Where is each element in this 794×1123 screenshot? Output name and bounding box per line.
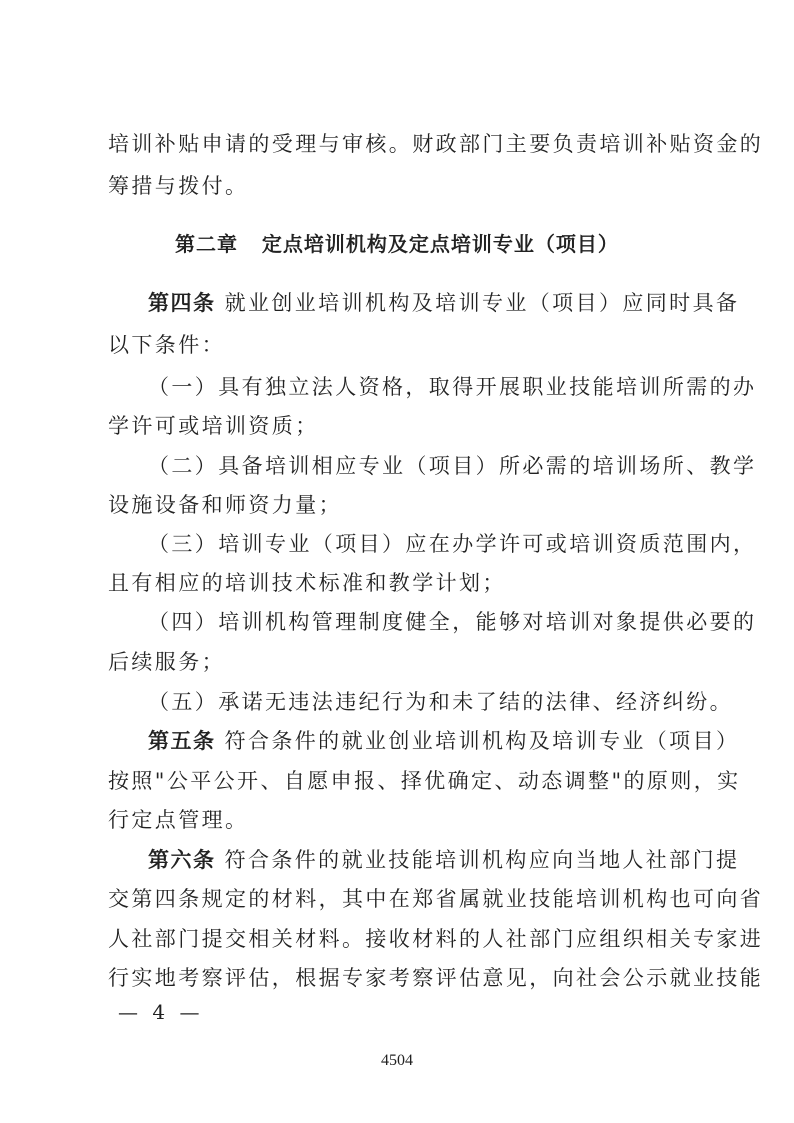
chapter-title: 第二章 定点培训机构及定点培训专业（项目） (175, 232, 619, 256)
article5-line-2: 按照"公平公开、自愿申报、择优确定、动态调整"的原则，实 (108, 769, 741, 793)
intro-line-1: 培训补贴申请的受理与审核。财政部门主要负责培训补贴资金的 (108, 132, 764, 156)
item1-line-1: （一）具有独立法人资格，取得开展职业技能培训所需的办 (148, 375, 757, 399)
page-number: 4504 (381, 1052, 413, 1069)
item4-line-1: （四）培训机构管理制度健全，能够对培训对象提供必要的 (148, 610, 757, 634)
item5-line-1: （五）承诺无违法违纪行为和未了结的法律、经济纠纷。 (148, 690, 733, 714)
article6-line-4: 行实地考察评估，根据专家考察评估意见，向社会公示就业技能 (108, 966, 764, 990)
article6-line-3: 人社部门提交相关材料。接收材料的人社部门应组织相关专家进 (108, 927, 764, 951)
item3-line-1: （三）培训专业（项目）应在办学许可或培训资质范围内， (148, 532, 757, 556)
article5-line-3: 行定点管理。 (108, 808, 249, 832)
article6-line-2: 交第四条规定的材料，其中在郑省属就业技能培训机构也可向省 (108, 887, 764, 911)
folio-number: — 4 — (118, 1000, 204, 1024)
article4-line-1 (108, 289, 740, 317)
article6-label: 第六条 (148, 848, 216, 872)
article5-text-1: 符合条件的就业创业培训机构及培训专业（项目） (224, 729, 740, 753)
item3-line-2: 且有相应的培训技术标准和教学计划； (108, 571, 506, 595)
article4-line-2: 以下条件： (108, 333, 225, 357)
intro-line-2: 筹措与拨付。 (108, 174, 249, 198)
article6-line-1 (108, 846, 740, 874)
item2-line-1: （二）具备培训相应专业（项目）所必需的培训场所、教学 (148, 454, 757, 478)
article6-text-1: 符合条件的就业技能培训机构应向当地人社部门提 (224, 848, 740, 872)
article5-label: 第五条 (148, 729, 216, 753)
item4-line-2: 后续服务； (108, 650, 225, 674)
article4-label: 第四条 (148, 291, 216, 315)
item1-line-2: 学许可或培训资质； (108, 414, 319, 438)
article5-line-1 (108, 727, 740, 755)
item2-line-2: 设施设备和师资力量； (108, 493, 342, 517)
article4-text-1: 就业创业培训机构及培训专业（项目）应同时具备 (224, 291, 740, 315)
